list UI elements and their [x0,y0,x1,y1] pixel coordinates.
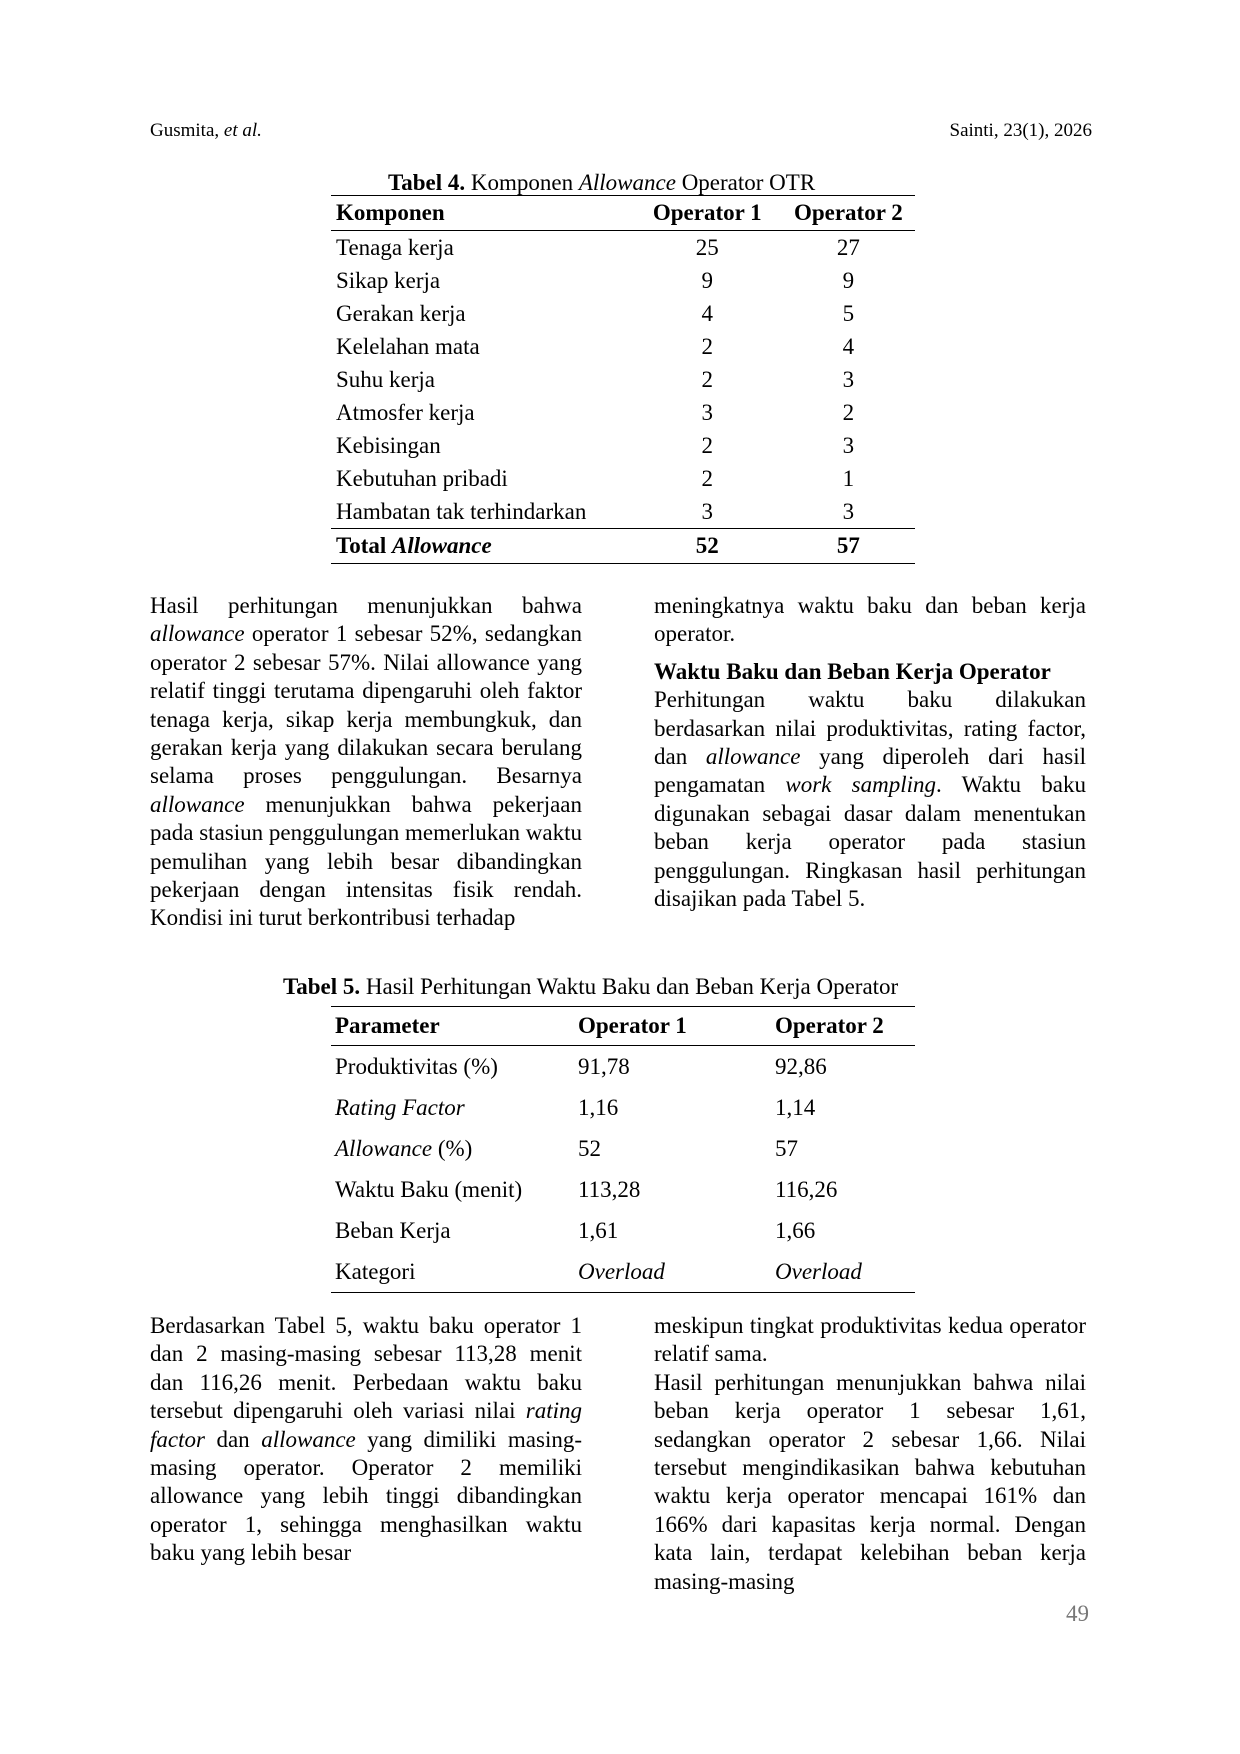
table4-cell-op1: 2 [701,465,713,491]
p2-italic-b: allowance [261,1426,356,1452]
table-row [331,396,915,429]
table5-cell-parameter [331,1210,578,1251]
table5-cell-op2: 1,66 [775,1217,816,1243]
table-row [331,1128,915,1169]
table5-cell-parameter [331,1169,578,1210]
total-label-italic: Allowance [392,533,492,558]
table4-cell-komponen: Kebisingan [336,432,441,458]
table-row [331,1046,915,1088]
table-row [331,297,915,330]
table-row [331,462,915,495]
p1-italic-a: allowance [150,621,245,647]
table5-cell-op2: 57 [775,1135,798,1161]
p1-text-d: meningkatnya waktu baku dan beban kerja operator. [654,593,1086,647]
table4-cell-komponen: Gerakan kerja [336,300,466,326]
table4-cell-op2: 3 [842,498,855,524]
table-row [331,1251,915,1293]
section-heading: Waktu Baku dan Beban Kerja Operator [654,658,1051,684]
table4-cell-op1: 9 [701,267,713,293]
p1-italic-b: allowance [150,791,245,817]
paragraph-allowance-left [150,592,582,933]
paragraph2-part1 [150,1312,582,1568]
param-text: Beban Kerja [335,1217,451,1243]
table4-caption-text: Komponen [465,170,579,195]
running-header-journal: Sainti, 23(1), 2026 [949,120,1092,141]
p1-text-b: operator 1 sebesar 52%, sedangkan operator 2 sebesar 57%. Nilai allowance yang relatif tinggi terutama dipengaruhi oleh faktor tenaga kerja, sikap kerja membungkuk, dan gerakan kerja yang dilakukan secara berulang selama proses penggulungan. Besarnya [150,621,582,789]
table4-cell-komponen: Sikap kerja [336,267,441,293]
table5-cell-parameter [331,1251,578,1293]
table5 [331,1006,915,1293]
running-header-authors [150,120,262,142]
table5-header-operator1: Operator 1 [578,1007,775,1046]
table4-cell-op2: 27 [836,234,860,260]
table4-cell-op1: 3 [701,399,713,425]
p2-text-b: dan [204,1426,262,1452]
table4-cell-op2: 5 [842,300,855,326]
page-number: 49 [1066,1601,1089,1626]
section-italic-b: work sampling [785,772,936,798]
table4-cell-op2: 1 [842,465,855,491]
table5-cell-op1: 1,16 [578,1094,619,1120]
param-italic: Allowance [335,1135,433,1161]
p2-text-d: meskipun tingkat produktivitas kedua operator relatif sama. [654,1313,1086,1367]
table4-total-label [331,529,633,564]
table5-cell-parameter [331,1046,578,1088]
paragraph1-part1 [150,592,582,933]
table4-cell-komponen: Tenaga kerja [336,234,454,260]
p2-text-c: yang dimiliki masing-masing operator. Operator 2 memiliki allowance yang lebih tinggi dibandingkan operator 1, sehingga menghasilkan waktu baku yang lebih besar [150,1426,582,1566]
paragraph3: Hasil perhitungan menunjukkan bahwa nilai beban kerja operator 1 sebesar 1,61, sedangkan operator 2 sebesar 1,66. Nilai tersebut mengindikasikan bahwa kebutuhan waktu kerja operator mencapai 161% dan 166% dari kapasitas kerja normal. Dengan kata lain, terdapat kelebihan beban kerja masing-masing [654,1369,1086,1594]
table5-cell-op2: Overload [775,1258,862,1284]
table4 [331,195,915,564]
paragraph2-continued [654,1312,1086,1369]
table5-cell-parameter [331,1087,578,1128]
p1-text-a: Hasil perhitungan menunjukkan bahwa [150,593,582,618]
table4-caption-label: Tabel 4. [388,170,466,195]
table5-cell-op2: 1,14 [775,1094,816,1120]
table-row [331,1210,915,1251]
table4-cell-komponen: Atmosfer kerja [336,399,475,425]
table5-caption-label: Tabel 5. [283,974,361,999]
p1-text-c: menunjukkan bahwa pekerjaan pada stasiun penggulungan memerlukan waktu pemulihan yang lebih besar dibandingkan pekerjaan dengan intensitas fisik rendah. Kondisi ini turut berkontribusi terhadap [150,791,582,931]
table4-cell-op2: 3 [842,366,855,392]
table-row [331,1087,915,1128]
p2-text-a: Berdasarkan Tabel 5, waktu baku operator 1 dan 2 masing-masing sebesar 113,28 menit dan 116,26 menit. Perbedaan waktu baku tersebut dipengaruhi oleh variasi nilai [150,1313,582,1424]
p2-italic-a: rating factor [150,1398,582,1452]
section-text-a: Perhitungan waktu baku dilakukan berdasarkan nilai produktivitas, rating factor, dan [654,687,1086,770]
table-row [331,330,915,363]
table4-header-komponen: Komponen [331,196,633,231]
table5-cell-op2: 92,86 [775,1053,827,1079]
table4-cell-op2: 2 [842,399,855,425]
table4-cell-op2: 4 [842,333,855,359]
table-row [331,231,915,265]
table4-total-op1: 52 [633,529,782,564]
table4-total-row [331,529,915,564]
table-row [331,429,915,462]
table4-cell-op2: 9 [842,267,855,293]
table5-cell-op1: Overload [578,1258,665,1284]
table4-header-row [331,196,915,231]
authors-text: Gusmita, [150,120,224,141]
table4-cell-op2: 3 [842,432,855,458]
table5-cell-op2: 116,26 [775,1176,838,1202]
section-text-c: . Waktu baku digunakan sebagai dasar dalam menentukan beban kerja operator pada stasiun penggulungan. Ringkasan hasil perhitungan disajikan pada Tabel 5. [654,772,1087,912]
right-column-bottom [654,1312,1086,1596]
table4-cell-op1: 3 [701,498,713,524]
table4-caption-text-end: Operator OTR [675,170,816,195]
section-text-b: yang diperoleh dari hasil pengamatan [654,744,1086,798]
section-italic-a: allowance [705,744,801,770]
paragraph1-continued [654,592,1086,649]
paragraph-waktu-baku-left [150,1312,582,1568]
table5-header-operator2: Operator 2 [775,1007,915,1046]
table5-cell-op1: 91,78 [578,1053,630,1079]
table4-cell-komponen: Hambatan tak terhindarkan [336,498,587,524]
table4-cell-komponen: Kelelahan mata [336,333,480,359]
table4-cell-komponen: Suhu kerja [336,366,436,392]
table-row [331,495,915,529]
table-row [331,1169,915,1210]
table4-cell-op1: 4 [701,300,713,326]
param-text: Produktivitas (%) [335,1053,498,1079]
table4-caption [388,170,815,196]
table4-total-op2: 57 [782,529,915,564]
table-row [331,264,915,297]
param-italic: Rating Factor [335,1094,465,1120]
table4-header-operator2: Operator 2 [782,196,915,231]
param-text: Waktu Baku (menit) [335,1176,523,1202]
table4-caption-italic: Allowance [578,170,676,195]
table4-cell-op1: 2 [701,333,713,359]
et-al-text: et al. [223,120,262,141]
table5-cell-op1: 1,61 [578,1217,619,1243]
table5-header-parameter: Parameter [331,1007,578,1046]
table5-body [331,1046,915,1293]
param-text: Kategori [335,1258,416,1284]
right-column-top [654,592,1086,913]
section-paragraph [654,686,1086,913]
table5-cell-op1: 113,28 [578,1176,641,1202]
table-row [331,363,915,396]
total-label-text: Total [336,533,393,558]
table4-cell-op1: 2 [701,432,713,458]
table4-header-operator1: Operator 1 [633,196,782,231]
param-suffix: (%) [432,1135,473,1161]
table5-cell-op1: 52 [578,1135,601,1161]
table5-cell-parameter [331,1128,578,1169]
table4-cell-komponen: Kebutuhan pribadi [336,465,508,491]
table5-caption-text: Hasil Perhitungan Waktu Baku dan Beban Kerja Operator [360,974,899,999]
table5-header-row [331,1007,915,1046]
table4-cell-op1: 25 [695,234,719,260]
table4-cell-op1: 2 [701,366,713,392]
table5-caption [283,974,898,1000]
